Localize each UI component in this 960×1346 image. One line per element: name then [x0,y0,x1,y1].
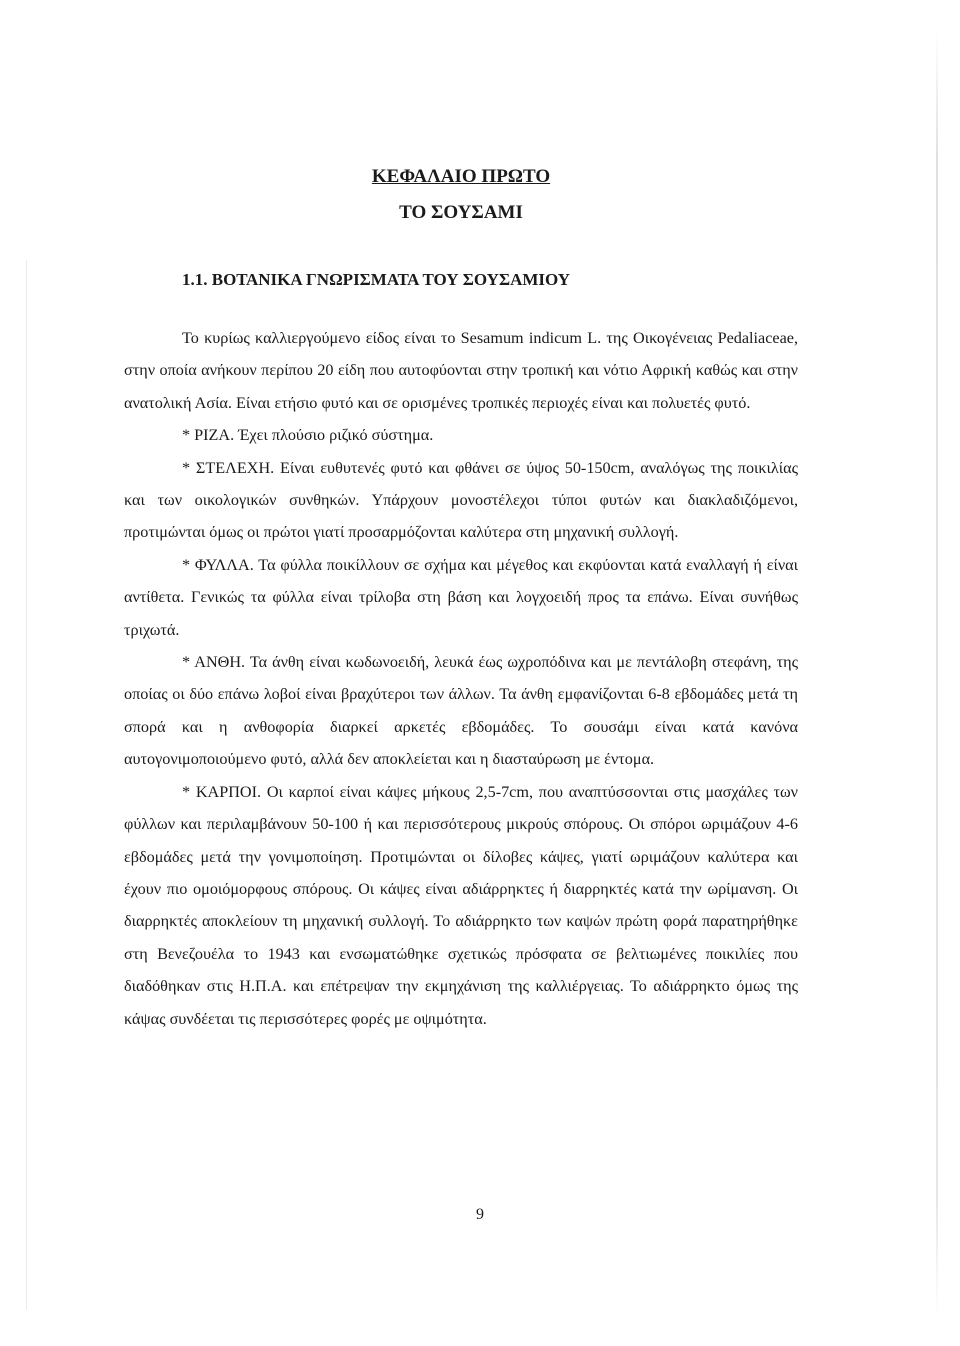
chapter-title: ΚΕΦΑΛΑΙΟ ΠΡΩΤΟ [371,166,551,187]
body-text [124,322,798,1035]
paragraph-root: * ΡΙΖΑ. Έχει πλούσιο ριζικό σύστημα. [182,426,434,445]
page-number: 9 [476,1206,484,1223]
chapter-subtitle: ΤΟ ΣΟΥΣΑΜΙ [399,202,523,223]
paragraph-leaves: * ΦΥΛΛΑ. Τα φύλλα ποικίλλουν σε σχήμα και μέγεθος και εκφύονται κατά εναλλαγή ή είναι αντίθετα. Γενικώς τα φύλλα είναι τρίλοβα στη βάση και λογχοειδή προς τα επάνω. Είναι συνήθως τριχωτά. [124,555,798,639]
document-page [124,164,798,1035]
scan-edge-shadow [936,30,938,1320]
paragraph-fruits: * ΚΑΡΠΟΙ. Οι καρποί είναι κάψες μήκους 2,5-7cm, που αναπτύσσονται στις μασχάλες των φύλλων και περιλαμβάνουν 50-100 ή και περισσότερους μικρούς σπόρους. Οι σπόροι ωριμάζουν 4-6 εβδομάδες μετά την γονιμοποίηση. Προτιμώνται οι δίλοβες κάψες, γιατί ωριμάζουν καλύτερα και έχουν πιο ομοιόμορφους σπόρους. Οι κάψες είναι αδιάρρηκτες ή διαρρηκτές κατά την ωρίμανση. Οι διαρρηκτές αποκλείουν τη μηχανική συλλογή. Το αδιάρρηκτο των καψών πρώτη φορά παρατηρήθηκε στη Βενεζουέλα το 1943 και ενσωματώθηκε σχετικώς πρόσφατα σε βελτιωμένες ποικιλίες που διαδόθηκαν στις Η.Π.Α. και επέτρεψαν την εκμηχάνιση της καλλιέργειας. Το αδιάρρηκτο όμως της κάψας συνδέεται τις περισσότερες φορές με οψιμότητα. [124,782,798,1028]
paragraph-stems: * ΣΤΕΛΕΧΗ. Είναι ευθυτενές φυτό και φθάνει σε ύψος 50-150cm, αναλόγως της ποικιλίας και των οικολογικών συνθηκών. Υπάρχουν μονοστέλεχοι τύποι φυτών και διακλαδιζόμενοι, προτιμώνται όμως οι πρώτοι γιατί προσαρμόζονται καλύτερα στη μηχανική συλλογή. [124,458,798,542]
section-title: 1.1. ΒΟΤΑΝΙΚΑ ΓΝΩΡΙΣΜΑΤΑ ΤΟΥ ΣΟΥΣΑΜΙΟΥ [182,270,571,289]
scan-edge-shadow-left [26,260,27,1310]
paragraph-intro: Το κυρίως καλλιεργούμενο είδος είναι το Sesamum indicum L. της Οικογένειας Pedaliaceae, στην οποία ανήκουν περίπου 20 είδη που αυτοφύονται στην τροπική και νότιο Αφρική καθώς και στην ανατολική Ασία. Είναι ετήσιο φυτό και σε ορισμένες τροπικές περιοχές είναι και πολυετές φυτό. [124,329,798,412]
paragraph-flowers: * ΑΝΘΗ. Τα άνθη είναι κωδωνοειδή, λευκά έως ωχροπόδινα και με πεντάλοβη στεφάνη, της οποίας οι δύο επάνω λοβοί είναι βραχύτεροι των άλλων. Τα άνθη εμφανίζονται 6-8 εβδομάδες μετά τη σπορά και η ανθοφορία διαρκεί αρκετές εβδομάδες. Το σουσάμι είναι κατά κανόνα αυτογονιμοποιούμενο φυτό, αλλά δεν αποκλείεται και η διασταύρωση με έντομα. [124,653,798,769]
